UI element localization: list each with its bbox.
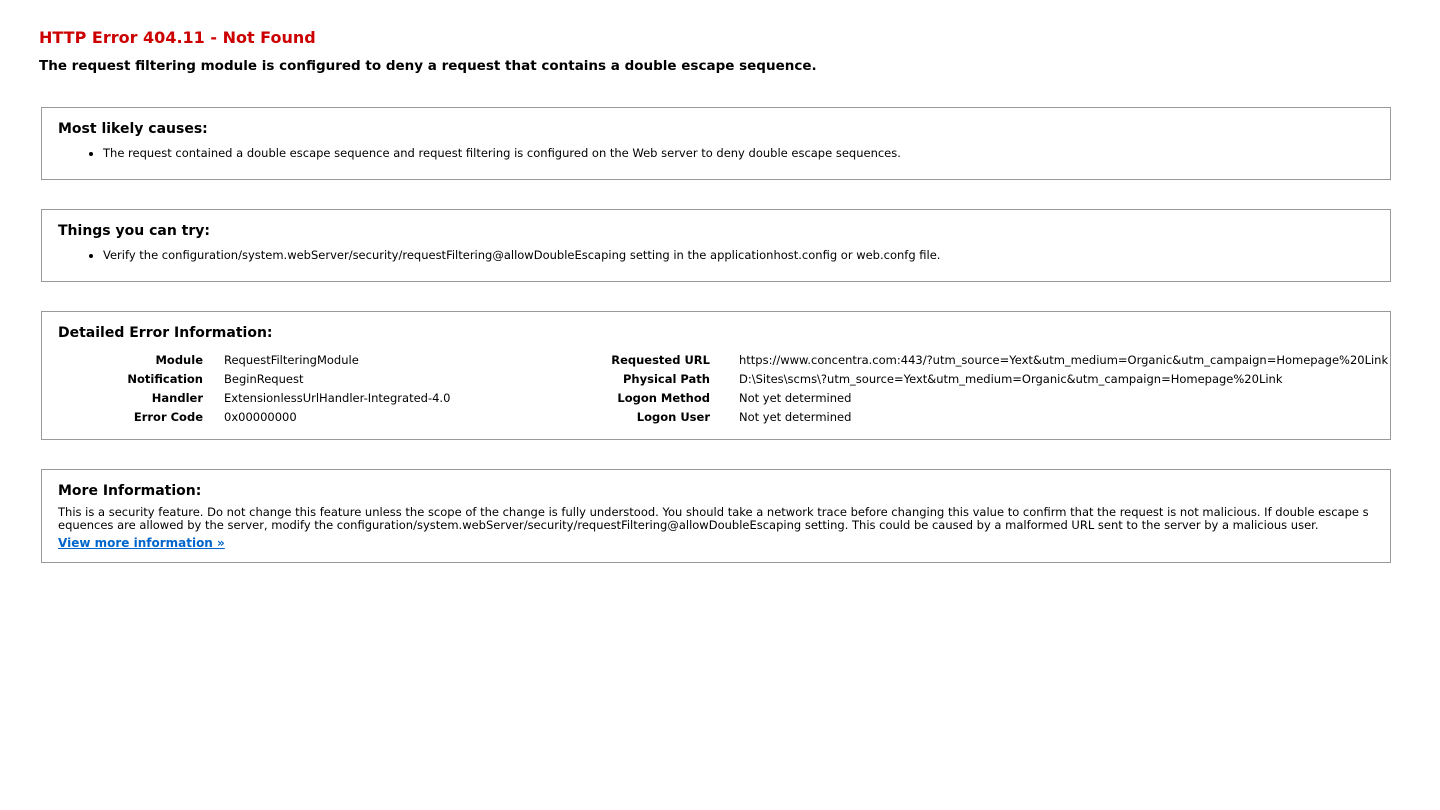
logon-method-value: Not yet determined (739, 391, 852, 405)
module-label: Module (155, 353, 203, 367)
error-subtitle: The request filtering module is configured to deny a request that contains a double escape sequence. (39, 58, 817, 74)
error-title: HTTP Error 404.11 - Not Found (39, 28, 316, 47)
logon-method-label: Logon Method (617, 391, 710, 405)
list-item: • The request contained a double escape sequence and request filtering is configured on the Web server to deny double escape sequences. (103, 146, 1374, 161)
try-list (58, 248, 1374, 263)
try-heading: Things you can try: (58, 223, 211, 239)
more-info-heading: More Information: (58, 483, 202, 499)
handler-value: ExtensionlessUrlHandler-Integrated-4.0 (224, 391, 451, 405)
module-value: RequestFilteringModule (224, 353, 359, 367)
error-code-label: Error Code (133, 410, 203, 424)
causes-panel (41, 107, 1391, 180)
try-panel (41, 209, 1391, 282)
requested-url-label: Requested URL (611, 353, 710, 367)
logon-user-value: Not yet determined (739, 410, 852, 424)
detail-heading: Detailed Error Information: (58, 325, 273, 341)
handler-label: Handler (151, 391, 203, 405)
logon-user-label: Logon User (636, 410, 710, 424)
more-info-text: This is a security feature. Do not change this feature unless the scope of the change is fully understood. You should take a network trace before changing this value to confirm that the request is not malicious. If double escape sequences are allowed by the server, modify the configuration/system.webServer/security/requestFiltering@allowDoubleEscaping setting. This could be caused by a malformed URL sent to the server by a malicious user. (58, 505, 1369, 532)
more-info-panel (41, 469, 1391, 563)
causes-list (58, 146, 1374, 161)
requested-url-value: https://www.concentra.com:443/?utm_source=Yext&utm_medium=Organic&utm_campaign=Homepage%20Link (739, 353, 1389, 367)
physical-path-value: D:\Sites\scms\?utm_source=Yext&utm_medium=Organic&utm_campaign=Homepage%20Link (739, 372, 1283, 386)
physical-path-label: Physical Path (623, 372, 710, 386)
list-item: • Verify the configuration/system.webServer/security/requestFiltering@allowDoubleEscaping setting in the applicationhost.config or web.confg file. (103, 248, 1374, 263)
detail-row (58, 409, 1376, 425)
error-code-value: 0x00000000 (224, 410, 297, 424)
detail-panel (41, 311, 1391, 440)
detail-row (58, 390, 1376, 406)
causes-heading: Most likely causes: (58, 121, 208, 137)
notification-value: BeginRequest (224, 372, 304, 386)
detail-row (58, 352, 1389, 368)
notification-label: Notification (127, 372, 203, 386)
view-more-information-link[interactable]: View more information » (58, 536, 225, 550)
detail-row (58, 371, 1376, 387)
